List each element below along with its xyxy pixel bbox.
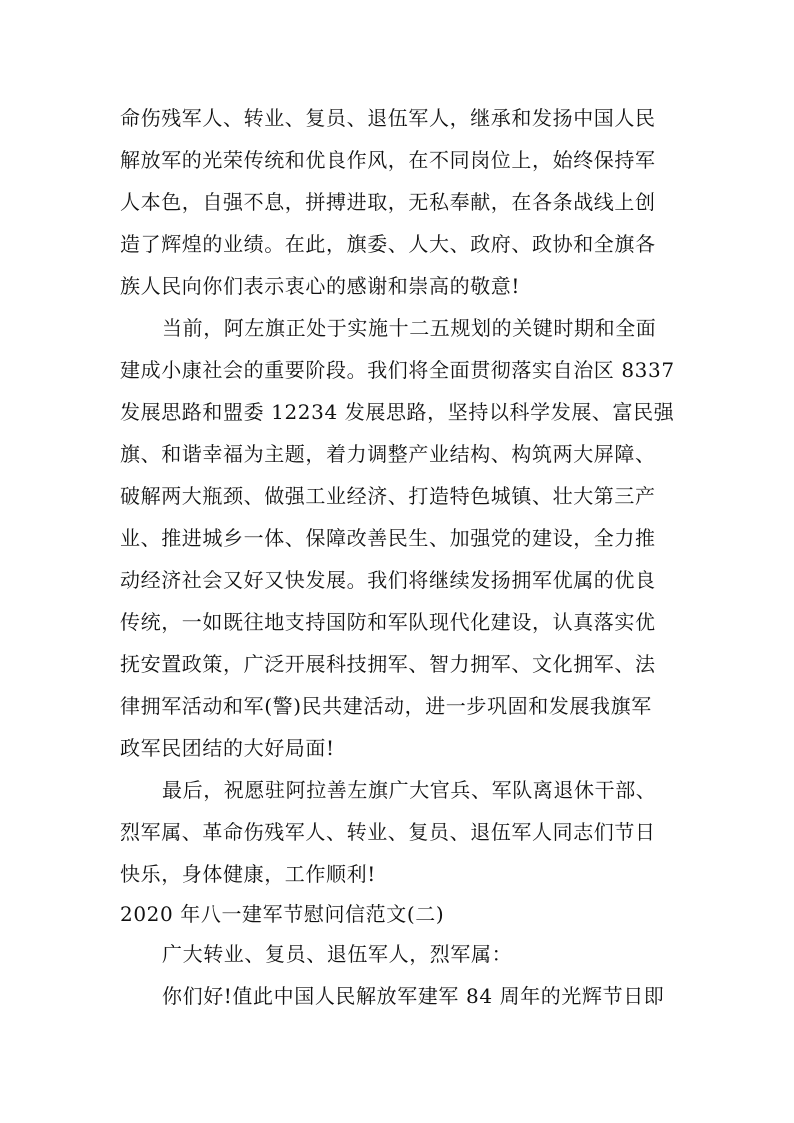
paragraph-line: 业、推进城乡一体、保障改善民生、加强党的建设，全力推 [120,526,656,550]
paragraph-line: 烈军属、革命伤残军人、转业、复员、退伍军人同志们节日 [120,820,656,844]
paragraph-line: 发展思路和盟委 12234 发展思路，坚持以科学发展、富民强 [120,400,675,424]
paragraph-line: 族人民向你们表示衷心的感谢和崇高的敬意! [120,274,521,298]
paragraph-line: 动经济社会又好又快发展。我们将继续发扬拥军优属的优良 [120,568,656,592]
paragraph-line: 传统，一如既往地支持国防和军队现代化建设，认真落实优 [120,610,656,634]
paragraph-line: 破解两大瓶颈、做强工业经济、打造特色城镇、壮大第三产 [120,484,656,508]
section-heading: 2020 年八一建军节慰问信范文(二) [120,902,445,926]
paragraph-line: 快乐，身体健康，工作顺利! [120,862,376,886]
salutation: 广大转业、复员、退伍军人，烈军属： [162,942,513,966]
paragraph-line: 你们好!值此中国人民解放军建军 84 周年的光辉节日即 [162,984,665,1008]
paragraph-line: 律拥军活动和军(警)民共建活动，进一步巩固和发展我旗军 [120,694,652,718]
paragraph-line: 政军民团结的大好局面! [120,736,335,760]
paragraph-line: 最后，祝愿驻阿拉善左旗广大官兵、军队离退休干部、 [162,778,657,802]
paragraph-line: 当前，阿左旗正处于实施十二五规划的关键时期和全面 [162,316,657,340]
paragraph-line: 人本色，自强不息，拼搏进取，无私奉献，在各条战线上创 [120,190,656,214]
paragraph-line: 造了辉煌的业绩。在此，旗委、人大、政府、政协和全旗各 [120,232,656,256]
paragraph-line: 旗、和谐幸福为主题，着力调整产业结构、构筑两大屏障、 [120,442,656,466]
paragraph-line: 解放军的光荣传统和优良作风，在不同岗位上，始终保持军 [120,148,656,172]
paragraph-line: 建成小康社会的重要阶段。我们将全面贯彻落实自治区 8337 [120,358,675,382]
paragraph-line: 命伤残军人、转业、复员、退伍军人，继承和发扬中国人民 [120,106,656,130]
paragraph-line: 抚安置政策，广泛开展科技拥军、智力拥军、文化拥军、法 [120,652,656,676]
